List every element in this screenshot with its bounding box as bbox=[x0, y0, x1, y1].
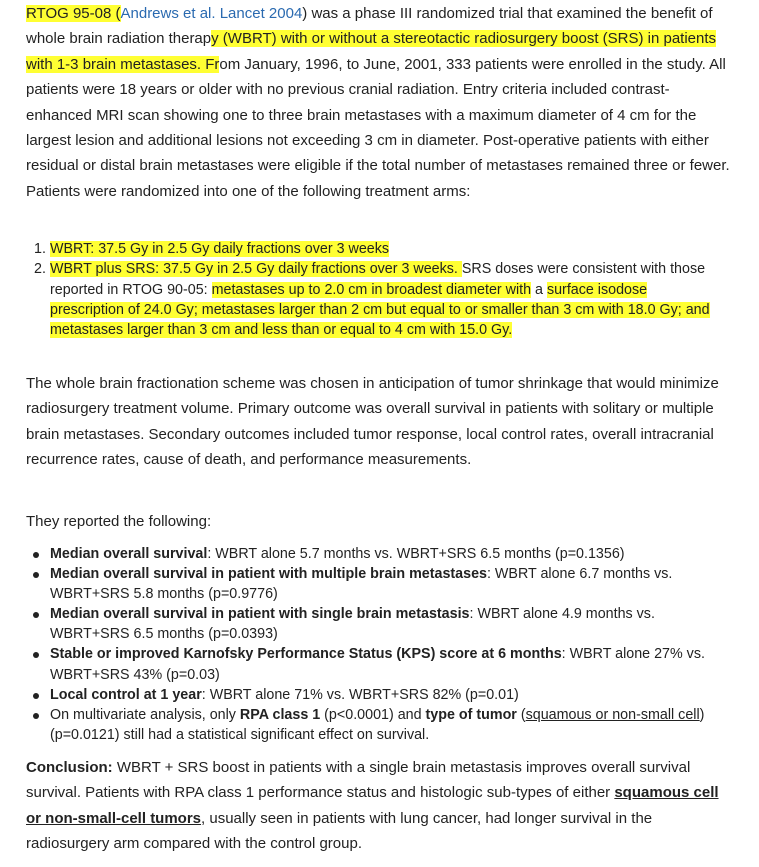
intro-paragraph bbox=[26, 1, 731, 204]
result-text: On multivariate analysis, only bbox=[50, 706, 240, 723]
arm-2-text-a: a bbox=[531, 281, 547, 298]
list-item bbox=[26, 705, 716, 745]
arm-2-highlight-3: surface isodose prescription of 24.0 Gy; metastases larger than 2 cm but equal to or smaller than 3 cm with 18.0 Gy; and metastases larger than 3 cm and less than or equal to 4 cm with 15.0 Gy. bbox=[50, 281, 710, 339]
bullet-icon bbox=[33, 652, 39, 658]
list-item bbox=[26, 604, 716, 644]
conclusion-text-b: , usually seen in patients with lung cancer, had longer survival in the radiosurgery arm compared with the control group. bbox=[26, 809, 653, 853]
result-label: RPA class 1 bbox=[239, 706, 321, 723]
list-item bbox=[26, 544, 716, 564]
arm-2-text: SRS doses were consistent with those reported in RTOG 90-05: bbox=[50, 261, 706, 298]
list-number: 2. bbox=[34, 261, 46, 278]
result-label: type of tumor bbox=[425, 706, 517, 723]
intro-text-b: om January, 1996, to June, 2001, 333 patients were enrolled in the study. All patients were 18 years or older with no previous cranial radiation. Entry criteria included contrast-enhanced MRI scan showing one to three brain metastases with a maximum diameter of 4 cm for the largest lesion and additional lesions not exceeding 3 cm in diameter. Post-operative patients with either residual or distal brain metastases were eligible if the total number of metastases remained three or fewer. Patients were randomized into one of the following treatment arms: bbox=[26, 55, 730, 200]
bullet-icon bbox=[33, 713, 39, 719]
tumor-subtype-link[interactable]: squamous cell or non-small-cell tumors bbox=[26, 784, 719, 827]
result-text: : WBRT alone 6.7 months vs. WBRT+SRS 5.8 months (p=0.9776) bbox=[50, 566, 673, 603]
list-item bbox=[26, 259, 716, 340]
bullet-icon bbox=[33, 552, 39, 558]
arm-2-highlight: WBRT plus SRS: 37.5 Gy in 2.5 Gy daily fractions over 3 weeks. bbox=[50, 261, 462, 278]
list-item bbox=[26, 685, 716, 705]
paren-open: ( bbox=[115, 5, 121, 22]
conclusion-label: Conclusion: bbox=[26, 759, 113, 776]
arm-2-highlight-2: metastases up to 2.0 cm in broadest diameter with bbox=[211, 281, 532, 298]
result-text: : WBRT alone 4.9 months vs. WBRT+SRS 6.5 months (p=0.0393) bbox=[50, 606, 655, 643]
result-text: ) (p=0.0121) still had a statistical significant effect on survival. bbox=[50, 706, 705, 743]
results-intro: They reported the following: bbox=[26, 513, 212, 530]
result-label: Median overall survival in patient with single brain metastasis bbox=[50, 606, 470, 623]
list-item bbox=[26, 239, 716, 259]
result-label: Median overall survival bbox=[50, 546, 208, 562]
conclusion-text-a: WBRT + SRS boost in patients with a single brain metastasis improves overall survival survival. Patients with RPA class 1 performance status and histologic sub-types of either bbox=[26, 759, 691, 802]
conclusion-paragraph bbox=[26, 755, 731, 857]
result-text: : WBRT alone 27% vs. WBRT+SRS 43% (p=0.03) bbox=[50, 646, 705, 683]
intro-highlight: y (WBRT) with or without a stereotactic radiosurgery boost (SRS) in patients with 1-3 brain metastases. Fr bbox=[26, 30, 717, 73]
intro-text-a: ) was a phase III randomized trial that examined the benefit of whole brain radiation therap bbox=[26, 5, 713, 48]
citation-link[interactable]: Andrews et al. Lancet 2004 bbox=[120, 5, 303, 22]
trial-name-highlight: RTOG 95-08 bbox=[26, 5, 116, 22]
list-item bbox=[26, 564, 716, 604]
list-item bbox=[26, 644, 716, 684]
result-text: : WBRT alone 5.7 months vs. WBRT+SRS 6.5 months (p=0.1356) bbox=[207, 546, 625, 562]
result-label: Local control at 1 year bbox=[50, 686, 202, 703]
fractionation-paragraph: The whole brain fractionation scheme was chosen in anticipation of tumor shrinkage that would minimize radiosurgery treatment volume. Primary outcome was overall survival in patients with solitary or multiple brain metastases. Secondary outcomes included tumor response, local control rates, overall intracranial recurrence rates, cause of death, and performance measurements. bbox=[26, 375, 719, 469]
treatment-arms-list bbox=[26, 239, 716, 340]
bullet-icon bbox=[33, 693, 39, 699]
result-text: (p<0.0001) and bbox=[320, 706, 426, 723]
result-text: : WBRT alone 71% vs. WBRT+SRS 82% (p=0.01) bbox=[201, 686, 519, 703]
results-list bbox=[26, 544, 716, 745]
arm-1-text: WBRT: 37.5 Gy in 2.5 Gy daily fractions over 3 weeks bbox=[50, 241, 390, 257]
tumor-type-link[interactable]: squamous or non-small cell bbox=[525, 706, 700, 723]
list-number: 1. bbox=[34, 241, 46, 257]
bullet-icon bbox=[33, 572, 39, 578]
bullet-icon bbox=[33, 612, 39, 618]
result-label: Median overall survival in patient with multiple brain metastases bbox=[50, 566, 487, 583]
result-text: ( bbox=[516, 706, 526, 723]
result-label: Stable or improved Karnofsky Performance Status (KPS) score at 6 months bbox=[50, 646, 562, 663]
